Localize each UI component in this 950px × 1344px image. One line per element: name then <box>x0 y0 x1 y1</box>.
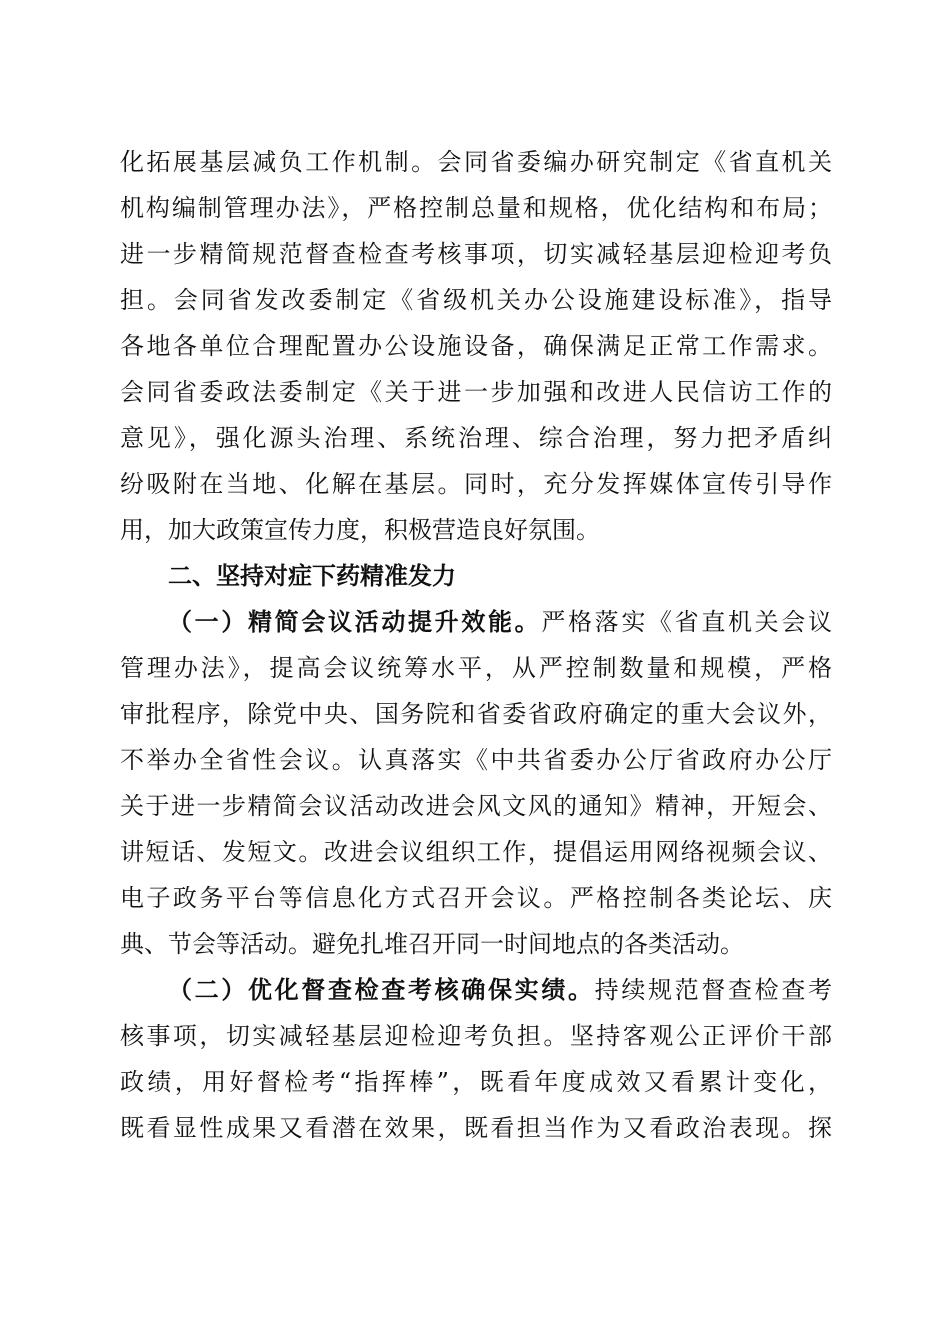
text-line: 管理办法》，提高会议统筹水平，从严控制数量和规模，严格 <box>120 654 832 682</box>
text-line: 纷吸附在当地、化解在基层。同时，充分发挥媒体宣传引导作 <box>120 470 832 498</box>
text-line: 化拓展基层减负工作机制。会同省委编办研究制定《省直机关 <box>120 148 832 176</box>
paragraph-lead: （一）精简会议活动提升效能。 <box>168 608 542 636</box>
text-line: 机构编制管理办法》，严格控制总量和规格，优化结构和布局； <box>120 194 832 222</box>
paragraph-first-rest: 持续规范督查检查考 <box>594 976 833 1004</box>
paragraph-lead: （二）优化督查检查考核确保实绩。 <box>168 976 595 1004</box>
text-line: 各地各单位合理配置办公设施设备，确保满足正常工作需求。 <box>120 332 832 360</box>
text-line: 讲短话、发短文。改进会议组织工作，提倡运用网络视频会议、 <box>120 838 832 866</box>
text-line: 关于进一步精简会议活动改进会风文风的通知》精神，开短会、 <box>120 792 832 820</box>
text-line: 会同省委政法委制定《关于进一步加强和改进人民信访工作的 <box>120 378 832 406</box>
text-line: 政绩，用好督检考“指挥棒”，既看年度成效又看累计变化， <box>120 1068 832 1096</box>
text-line: 典、节会等活动。避免扎堆召开同一时间地点的各类活动。 <box>120 930 744 958</box>
text-line: 用，加大政策宣传力度，积极营造良好氛围。 <box>120 516 600 544</box>
text-line: 既看显性成果又看潜在效果，既看担当作为又看政治表现。探 <box>120 1114 832 1142</box>
text-line: 担。会同省发改委制定《省级机关办公设施建设标准》，指导 <box>120 286 832 314</box>
text-line: 审批程序，除党中央、国务院和省委省政府确定的重大会议外， <box>120 700 832 728</box>
text-line: 进一步精简规范督查检查考核事项，切实减轻基层迎检迎考负 <box>120 240 832 268</box>
text-line: 核事项，切实减轻基层迎检迎考负担。坚持客观公正评价干部 <box>120 1022 832 1050</box>
paragraph-first-line <box>168 600 832 644</box>
paragraph-first-line <box>168 968 832 1012</box>
text-line: 电子政务平台等信息化方式召开会议。严格控制各类论坛、庆 <box>120 884 832 912</box>
text-line: 意见》，强化源头治理、系统治理、综合治理，努力把矛盾纠 <box>120 424 832 452</box>
text-line: 不举办全省性会议。认真落实《中共省委办公厅省政府办公厅 <box>120 746 832 774</box>
section-heading: 二、坚持对症下药精准发力 <box>168 562 456 590</box>
paragraph-first-rest: 严格落实《省直机关会议 <box>541 608 833 636</box>
